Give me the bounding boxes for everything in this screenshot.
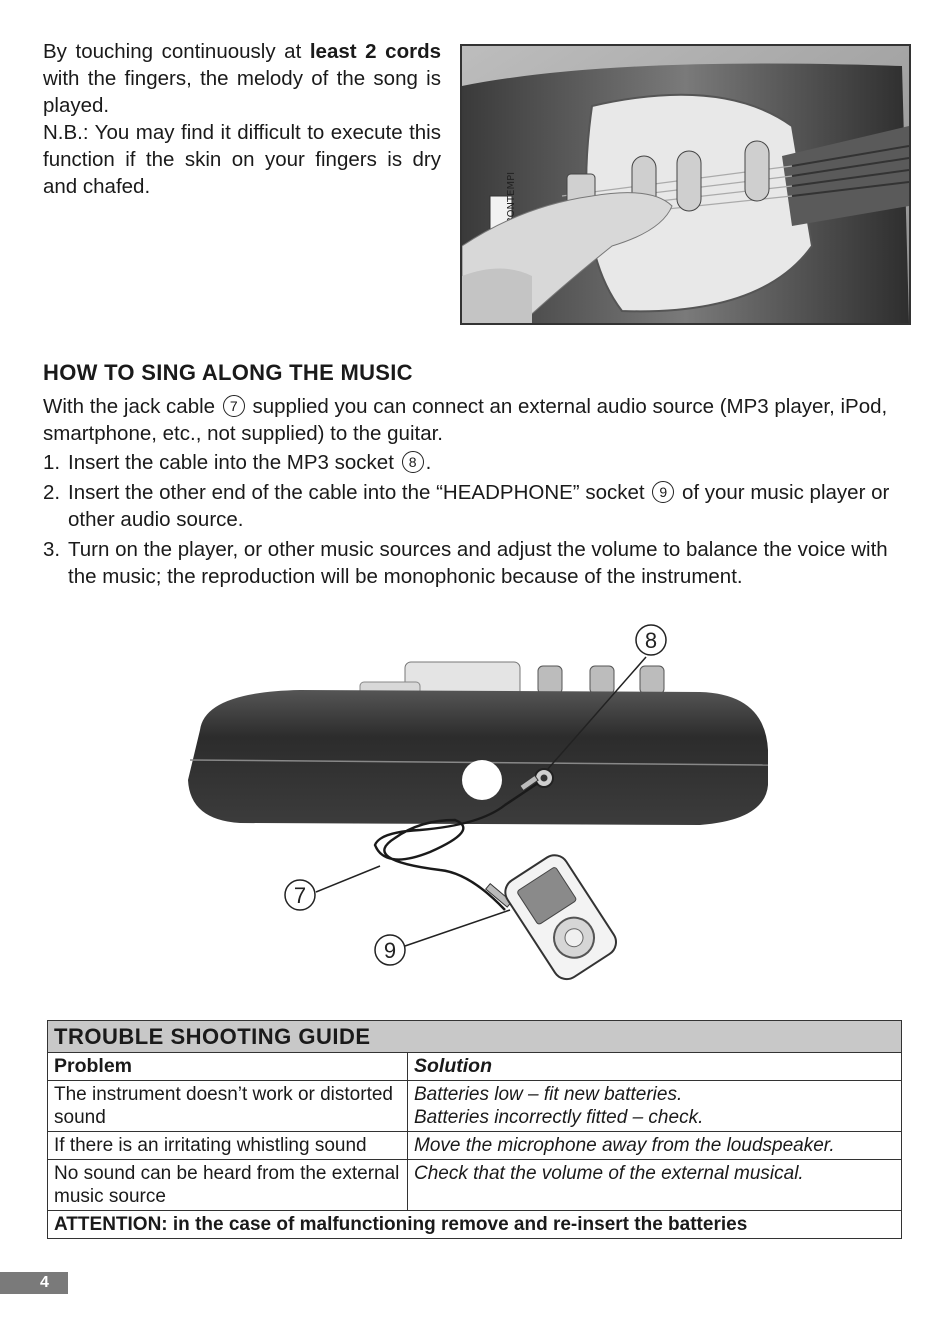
problem-cell: No sound can be heard from the external music source [48, 1160, 408, 1211]
callout-8: 8 [644, 628, 658, 653]
solution-cell: Batteries low – fit new batteries. Batteries incorrectly fitted – check. [408, 1081, 902, 1132]
callout-ref-9: 9 [652, 481, 674, 503]
col-header-solution: Solution [408, 1053, 902, 1081]
table-row [48, 1132, 902, 1160]
callout-9: 9 [383, 938, 397, 963]
page-number-bar [0, 1272, 68, 1294]
problem-cell: If there is an irritating whistling sound [48, 1132, 408, 1160]
table-row [48, 1160, 902, 1211]
brand-label: BONTEMPI [506, 171, 517, 224]
callout-ref-8: 8 [402, 451, 424, 473]
guitar-finger-photo [460, 44, 911, 325]
intro-paragraph-1: By touching continuously at least 2 cords with the fingers, the melody of the song is played. [43, 40, 441, 117]
troubleshooting-table [47, 1020, 902, 1239]
attention-note: ATTENTION: in the case of malfunctioning remove and re-insert the batteries [48, 1211, 902, 1239]
col-header-problem: Problem [48, 1053, 408, 1081]
step-item: 3. Turn on the player, or other music sources and adjust the volume to balance the voice with the music; the reproduction will be monophonic because of the instrument. [43, 538, 888, 588]
step-item: 2. Insert the other end of the cable into the “HEADPHONE” socket 9 of your music player or other audio source. [43, 481, 890, 531]
step-item: 1. Insert the cable into the MP3 socket 8 . [43, 451, 432, 474]
solution-cell: Move the microphone away from the loudspeaker. [408, 1132, 902, 1160]
solution-cell: Check that the volume of the external musical. [408, 1160, 902, 1211]
callout-ref-7: 7 [223, 395, 245, 417]
intro-note: N.B.: You may find it difficult to execute this function if the skin on your fingers is dry and chafed. [43, 121, 441, 198]
attention-row [48, 1211, 902, 1239]
sing-instructions [43, 393, 911, 593]
callout-7: 7 [293, 883, 307, 908]
intro-emphasis: least 2 cords [309, 40, 441, 63]
sing-intro: With the jack cable 7 supplied you can connect an external audio source (MP3 player, iPod, smartphone, etc., not supplied) to the guitar. [43, 395, 888, 445]
section-heading: HOW TO SING ALONG THE MUSIC [43, 360, 413, 385]
page-number: 4 [40, 1274, 49, 1291]
intro-text [43, 38, 441, 200]
problem-cell: The instrument doesn’t work or distorted sound [48, 1081, 408, 1132]
table-row [48, 1081, 902, 1132]
steps-list [43, 449, 911, 590]
connection-illustration [180, 620, 780, 1000]
table-title: TROUBLE SHOOTING GUIDE [48, 1021, 902, 1053]
